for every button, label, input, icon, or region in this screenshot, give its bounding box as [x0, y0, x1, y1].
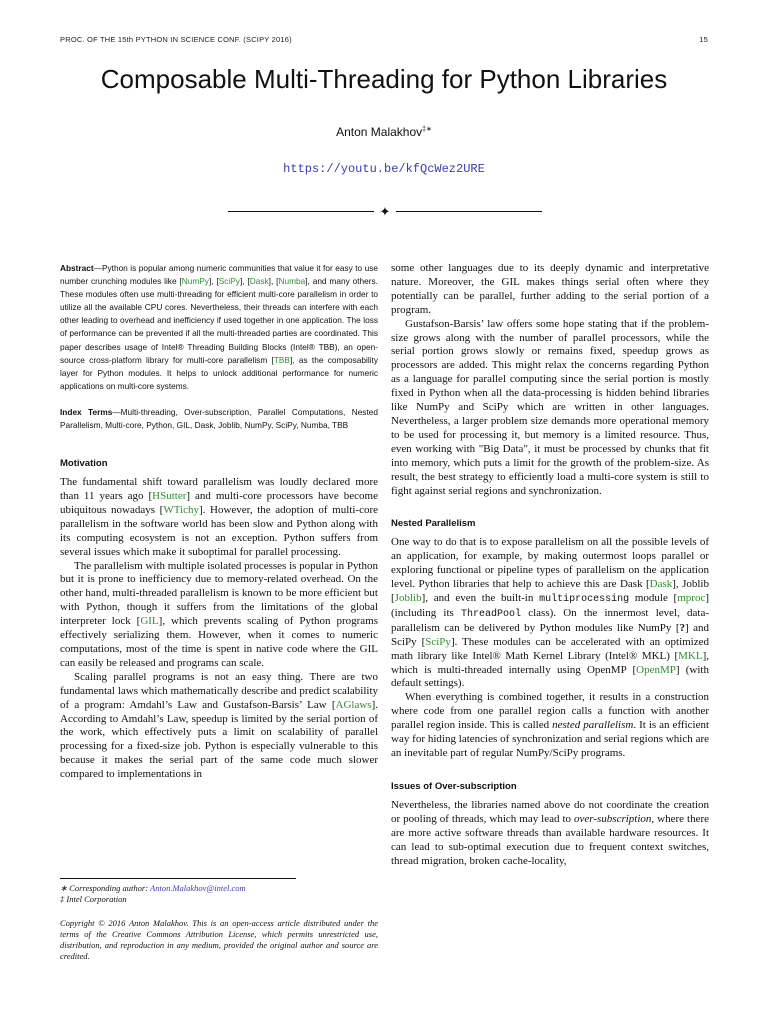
left-column: [60, 262, 378, 782]
section-heading-nested-parallelism: Nested Parallelism: [391, 518, 476, 530]
page-number: 15: [699, 35, 708, 44]
emphasis-term: nested parallelism: [552, 719, 634, 732]
citation-link[interactable]: SciPy: [218, 276, 240, 287]
body-paragraph: Gustafson-Barsis’ law offers some hope stating that if the problem-size grows along with the number of parallel processors, while the serial portion grows slowly or remains fixed, speedup grows as processors are added. This might relax the concerns regarding Python as a language for parallel computing since the serial portion is mostly fixed in Python when all the data-processing is hidden behind libraries like NumPy and SciPy which are written in other languages. Nevertheless, a larger problem size demands more operational memory to be used for processing it, but memory is a limited resource. Thus, even working with "Big Data", it must be processed by chunks that fit into memory, which puts a limit for the growth of the problem-size. As result, the best strategy to efficiently load a multi-core system is still to fight against serial regions and synchronization.: [391, 317, 709, 497]
citation-link[interactable]: TBB: [273, 354, 290, 365]
citation-link[interactable]: MKL: [678, 649, 703, 662]
inline-code: ThreadPool: [461, 608, 522, 620]
emphasis-term: over-subscription: [574, 812, 652, 825]
corresponding-author-note: ∗ Corresponding author: Anton.Malakhov@intel.com: [60, 883, 246, 893]
author-name: Anton Malakhov: [336, 125, 423, 139]
author-marks: ‡∗: [422, 126, 432, 133]
citation-link[interactable]: Dask: [249, 276, 269, 287]
citation-link[interactable]: OpenMP: [636, 663, 676, 676]
author-email-link[interactable]: Anton.Malakhov@intel.com: [150, 883, 246, 893]
body-paragraph: One way to do that is to expose parallelism on all the possible levels of an application, for example, by making outermost loops parallel or exploring functional or pipeline types of parallelism on the application level. Python libraries that help to achieve this are Dask [Dask], Joblib [Joblib], and even the built-in multiprocessing module [mproc] (including its ThreadPool class). On the innermost level, data-parallelism can be delivered by Python modules like NumPy [?] and SciPy [SciPy]. These modules can be accelerated with an optimized math library like Intel® Math Kernel Library (Intel® MKL) [MKL], which is multi-threaded internally using OpenMP [OpenMP] (with default settings).: [391, 536, 710, 690]
section-heading-over-subscription: Issues of Over-subscription: [391, 780, 517, 792]
right-column: [391, 262, 709, 868]
divider-rule-left: [228, 211, 374, 212]
divider-rule-right: [396, 211, 542, 212]
abstract-label: Abstract: [60, 263, 94, 273]
citation-link[interactable]: GIL: [140, 615, 159, 628]
citation-link[interactable]: SciPy: [425, 635, 451, 648]
footnotes: [60, 883, 378, 905]
body-paragraph: The fundamental shift toward parallelism was loudly declared more than 11 years ago [HSutter] and multi-core processors have become ubiquitous nowadays [WTichy]. However, the adoption of multi-core parallelism in the software world has been slow and Python along with its computing ecosystem is not an exception. Python suffers from several issues which make it suboptimal for parallel processing.: [60, 476, 378, 558]
body-paragraph: The parallelism with multiple isolated processes is popular in Python but it is prone to inefficiency due to memory-related overhead. On the other hand, multi-threaded parallelism is known to be more efficient but with Python, though it suffers from the limitations of the global interpreter lock [GIL], which prevents scaling of Python programs effectively serializing them. However, when it comes to numeric computations, most of the time is spent in native code where the GIL can easily be released and programs can scale.: [60, 559, 378, 669]
paper-title: Composable Multi-Threading for Python Libraries: [100, 64, 668, 94]
abstract: Abstract—Python is popular among numeric communities that value it for easy to use number crunching modules like [NumPy], [SciPy], [Dask], [Numba], and many others. These modules often use multi-threading for efficient multi-core parallelism in order to utilize all the available CPU cores. Nevertheless, their threads can interfere with each other leading to overhead and inefficiency if used together in one application. The loss of performance can be prevented if all the multi-threaded parties are coordinated. This paper describes usage of Intel® Threading Building Blocks (Intel® TBB), an open-source cross-platform library for multi-core parallelism [TBB], as the composability layer for Python modules. It helps to unlock additional performance for numeric applications on multi-core systems.: [60, 263, 378, 391]
citation-link[interactable]: HSutter: [152, 490, 187, 503]
body-paragraph: some other languages due to its deeply dynamic and interpretative nature. Moreover, the GIL makes things serial often where they potentially can be parallel, further adding to the serial portion of a program.: [391, 262, 709, 316]
inline-code: multiprocessing: [539, 594, 630, 606]
citation-link[interactable]: NumPy: [181, 276, 209, 287]
citation-link[interactable]: Dask: [649, 578, 673, 591]
body-paragraph: Nevertheless, the libraries named above do not coordinate the creation or pooling of threads, which may lead to over-subscription, where there are more active software threads than available hardware resources. It can lead to sub-optimal execution due to frequent context switches, thread migration, broken cache-locality,: [391, 798, 709, 867]
citation-link[interactable]: AGlaws: [335, 698, 372, 711]
footnote-rule: [60, 878, 296, 879]
index-terms-label: Index Terms: [60, 406, 113, 417]
affiliation-note: ‡ Intel Corporation: [60, 894, 127, 904]
ornament-icon: ✦: [379, 203, 391, 219]
title-divider: [228, 204, 542, 218]
body-paragraph: When everything is combined together, it results in a construction where code from one parallel region calls a function with another parallel region inside. This is called nested parallelism. It is an efficient way for hiding latencies of synchronization and serial regions which are an inevitable part of regular NumPy/SciPy programs.: [391, 691, 710, 759]
citation-link[interactable]: Joblib: [394, 592, 422, 605]
author-line: [0, 125, 768, 139]
copyright-notice: Copyright © 2016 Anton Malakhov. This is an open-access article distributed under the terms of the Creative Commons Attribution License, which permits unrestricted use, distribution, and reproduction in any medium, provided the original author and source are credited.: [60, 918, 378, 961]
unresolved-citation: ?: [679, 621, 686, 634]
video-link[interactable]: https://youtu.be/kfQcWez2URE: [283, 162, 485, 176]
section-heading-motivation: Motivation: [60, 458, 108, 470]
body-paragraph: Scaling parallel programs is not an easy thing. There are two fundamental laws which mathematically describe and predict scalability of a program: Amdahl’s Law and Gustafson-Barsis’ Law [AGlaws]. According to Amdahl’s Law, speedup is limited by the serial portion of the work, which effectively puts a limit on scalability of parallel processing for a fixed-size job. Python is especially vulnerable to this because it makes the serial part of the same code much slower compared to implementations in: [60, 670, 378, 781]
conference-header: PROC. OF THE 15th PYTHON IN SCIENCE CONF. (SCIPY 2016): [60, 35, 292, 44]
running-head: [60, 35, 708, 44]
index-terms: Index Terms—Multi-threading, Over-subscription, Parallel Computations, Nested Parallelism, Multi-core, Python, GIL, Dask, Joblib, NumPy, SciPy, Numba, TBB: [60, 406, 378, 431]
citation-link[interactable]: mproc: [677, 592, 706, 605]
citation-link[interactable]: WTichy: [163, 503, 199, 516]
citation-link[interactable]: Numba: [278, 276, 306, 287]
